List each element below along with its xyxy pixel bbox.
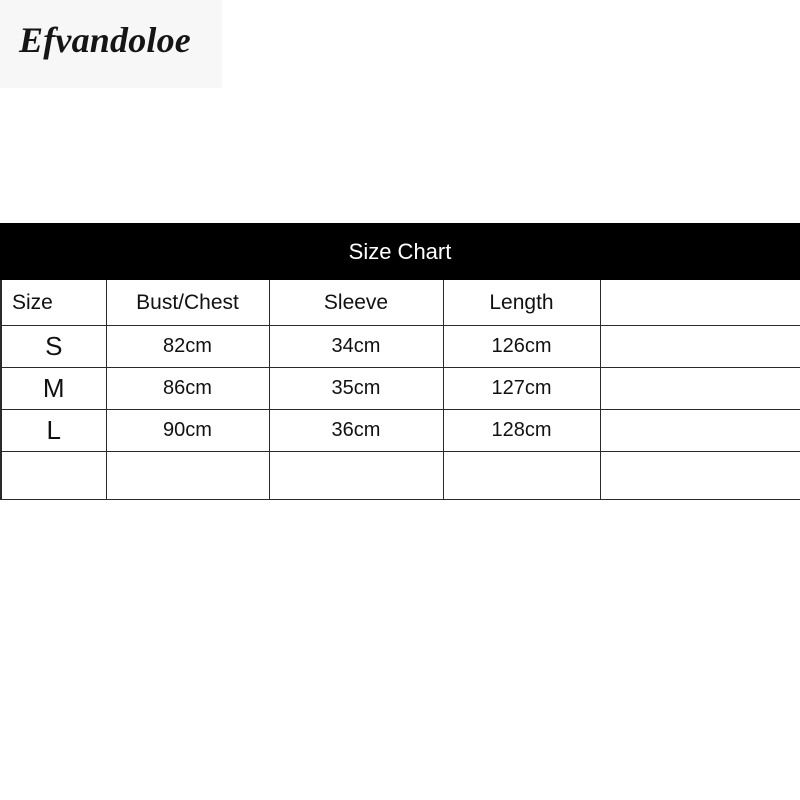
sleeve-cell: 36cm	[269, 410, 443, 452]
size-chart-title: Size Chart	[0, 223, 800, 280]
sleeve-cell: 35cm	[269, 368, 443, 410]
header-bust-chest: Bust/Chest	[106, 280, 269, 326]
extra-cell	[600, 326, 800, 368]
table-row	[1, 410, 800, 452]
length-cell: 126cm	[443, 326, 600, 368]
sleeve-cell: 34cm	[269, 326, 443, 368]
header-size: Size	[1, 280, 106, 326]
bust-cell	[106, 452, 269, 500]
table-header-row	[1, 280, 800, 326]
sleeve-cell	[269, 452, 443, 500]
bust-cell: 90cm	[106, 410, 269, 452]
size-cell: M	[1, 368, 106, 410]
bust-cell: 82cm	[106, 326, 269, 368]
header-length: Length	[443, 280, 600, 326]
size-cell	[1, 452, 106, 500]
length-cell: 127cm	[443, 368, 600, 410]
header-sleeve: Sleeve	[269, 280, 443, 326]
bust-cell: 86cm	[106, 368, 269, 410]
length-cell	[443, 452, 600, 500]
size-table	[0, 280, 800, 500]
extra-cell	[600, 410, 800, 452]
brand-logo	[0, 0, 222, 88]
size-cell: S	[1, 326, 106, 368]
size-cell: L	[1, 410, 106, 452]
size-chart	[0, 223, 800, 500]
extra-cell	[600, 452, 800, 500]
table-row	[1, 368, 800, 410]
extra-cell	[600, 368, 800, 410]
table-row	[1, 326, 800, 368]
header-empty	[600, 280, 800, 326]
table-row	[1, 452, 800, 500]
brand-name: Efvandoloe	[19, 20, 191, 60]
length-cell: 128cm	[443, 410, 600, 452]
